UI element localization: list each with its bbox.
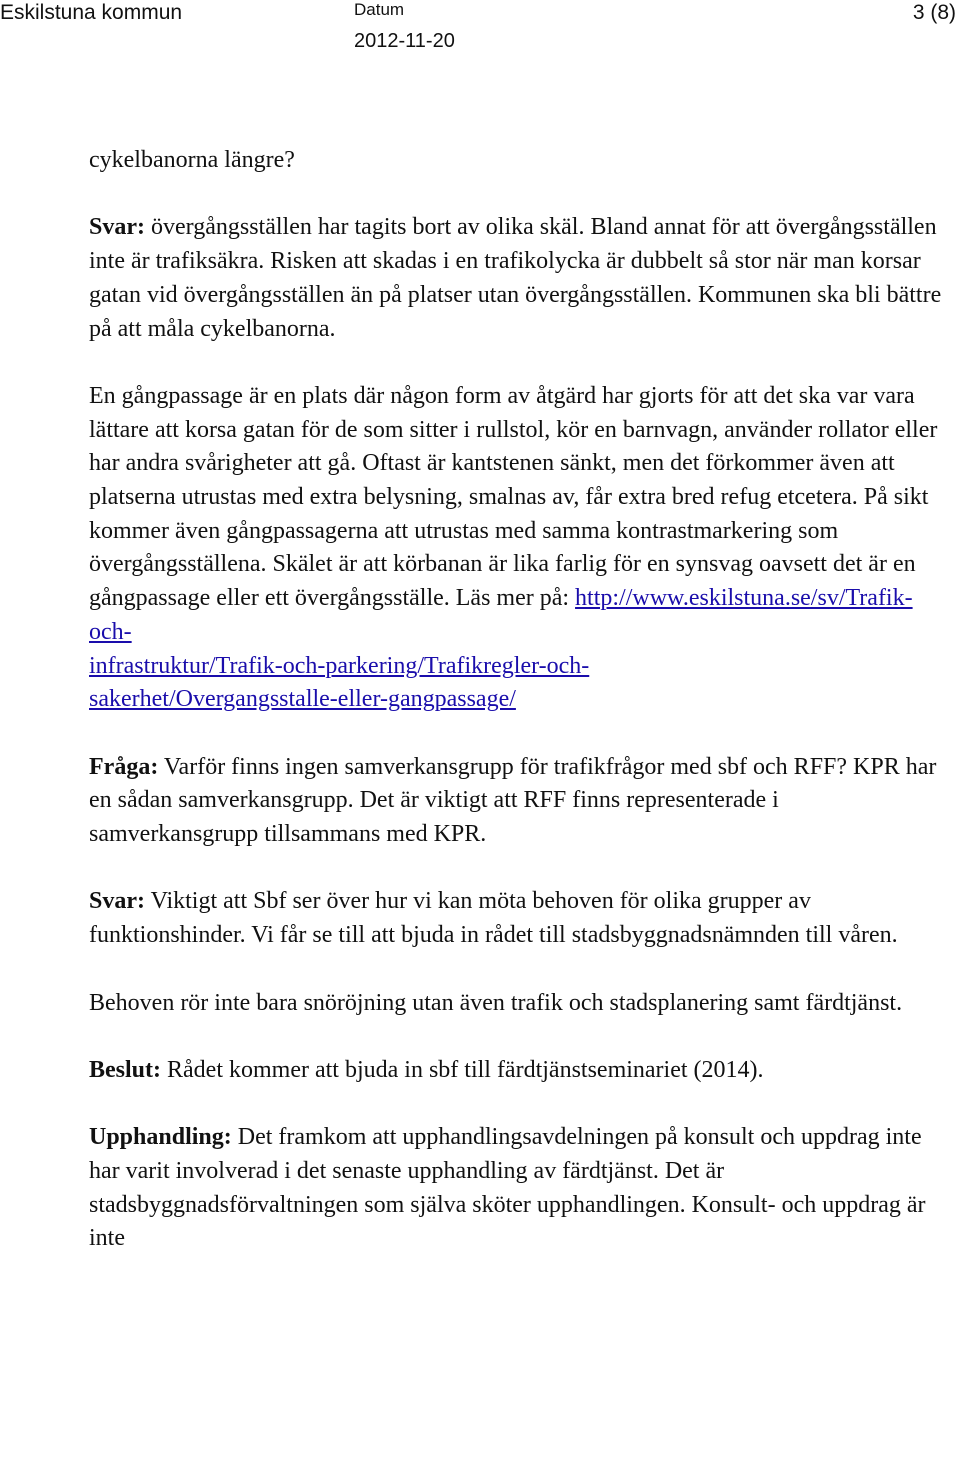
answer-label: Svar: [89, 214, 145, 241]
reference-link-end[interactable]: sakerhet/Overgangsstalle-eller-gangpassage/ [89, 686, 516, 713]
paragraph-text: cykelbanorna längre? [89, 147, 295, 173]
paragraph-decision [89, 1054, 949, 1088]
page-header [0, 0, 960, 70]
paragraph-text: övergångsställen har tagits bort av olika skäl. Bland annat för att övergångsställen inte är trafiksäkra. Risken att skadas i en trafikolycka är dubbelt så stor när man korsar gatan vid övergångsställen än på platser utan övergångsställen. Kommunen ska bli bättre på att måla cykelbanorna. [89, 214, 942, 342]
date-value: 2012-11-20 [354, 30, 455, 52]
procurement-label: Upphandling: [89, 1124, 232, 1151]
paragraph-text: Behoven rör inte bara snöröjning utan även trafik och stadsplanering samt färdtjänst. [89, 989, 903, 1016]
question-label: Fråga: [89, 753, 159, 780]
organization-name: Eskilstuna kommun [0, 1, 183, 24]
paragraph-answer-2 [89, 885, 949, 952]
paragraph-procurement [89, 1121, 949, 1256]
paragraph-text: Varför finns ingen samverkansgrupp för trafikfrågor med sbf och RFF? KPR har en sådan samverkansgrupp. Det är viktigt att RFF finns representerade i samverkansgrupp tillsammans med KPR. [89, 753, 937, 848]
answer-label: Svar: [89, 888, 145, 915]
paragraph-question-2 [89, 751, 949, 852]
paragraph-text: En gångpassage är en plats där någon form av åtgärd har gjorts för att det ska var vara lättare att korsa gatan för de som sitter i rullstol, kör en barnvagn, använder rollator eller har andra svårigheter att gå. Oftast är kantstenen sänkt, men det förkommer även att platserna utrustas med extra belysning, smalnas av, får extra bred refug etcetera. På sikt kommer även gångpassagerna att utrustas med samma kontrastmarkering som övergångsställena. Skälet är att körbanan är lika farlig för en synsvag oavsett det är en gångpassage eller ett övergångsställe. Läs mer på: [89, 382, 938, 612]
paragraph-text: Det framkom att upphandlingsavdelningen på konsult och uppdrag inte har varit involverad i det senaste upphandling av färdtjänst. Det är stadsbyggnadsförvaltningen som själva sköter upphandlingen. Konsult- och uppdrag är inte [89, 1124, 926, 1252]
paragraph-text: Rådet kommer att bjuda in sbf till färdtjänstseminariet (2014). [161, 1056, 764, 1083]
date-label: Datum [354, 0, 405, 19]
paragraph-needs [89, 987, 949, 1021]
page-number: 3 (8) [912, 1, 956, 24]
document-body [89, 144, 949, 1290]
paragraph-gangpassage [89, 380, 949, 717]
paragraph-question-end [89, 144, 949, 178]
reference-link-cont[interactable]: infrastruktur/Trafik-och-parkering/Trafikregler-och- [89, 652, 590, 679]
paragraph-answer-1 [89, 211, 949, 346]
paragraph-text: Viktigt att Sbf ser över hur vi kan möta behoven för olika grupper av funktionshinder. Vi får se till att bjuda in rådet till stadsbyggnadsnämnden till våren. [89, 888, 898, 949]
reference-link[interactable]: http://www.eskilstuna.se/sv/Trafik-och- [89, 585, 913, 645]
decision-label: Beslut: [89, 1056, 161, 1083]
